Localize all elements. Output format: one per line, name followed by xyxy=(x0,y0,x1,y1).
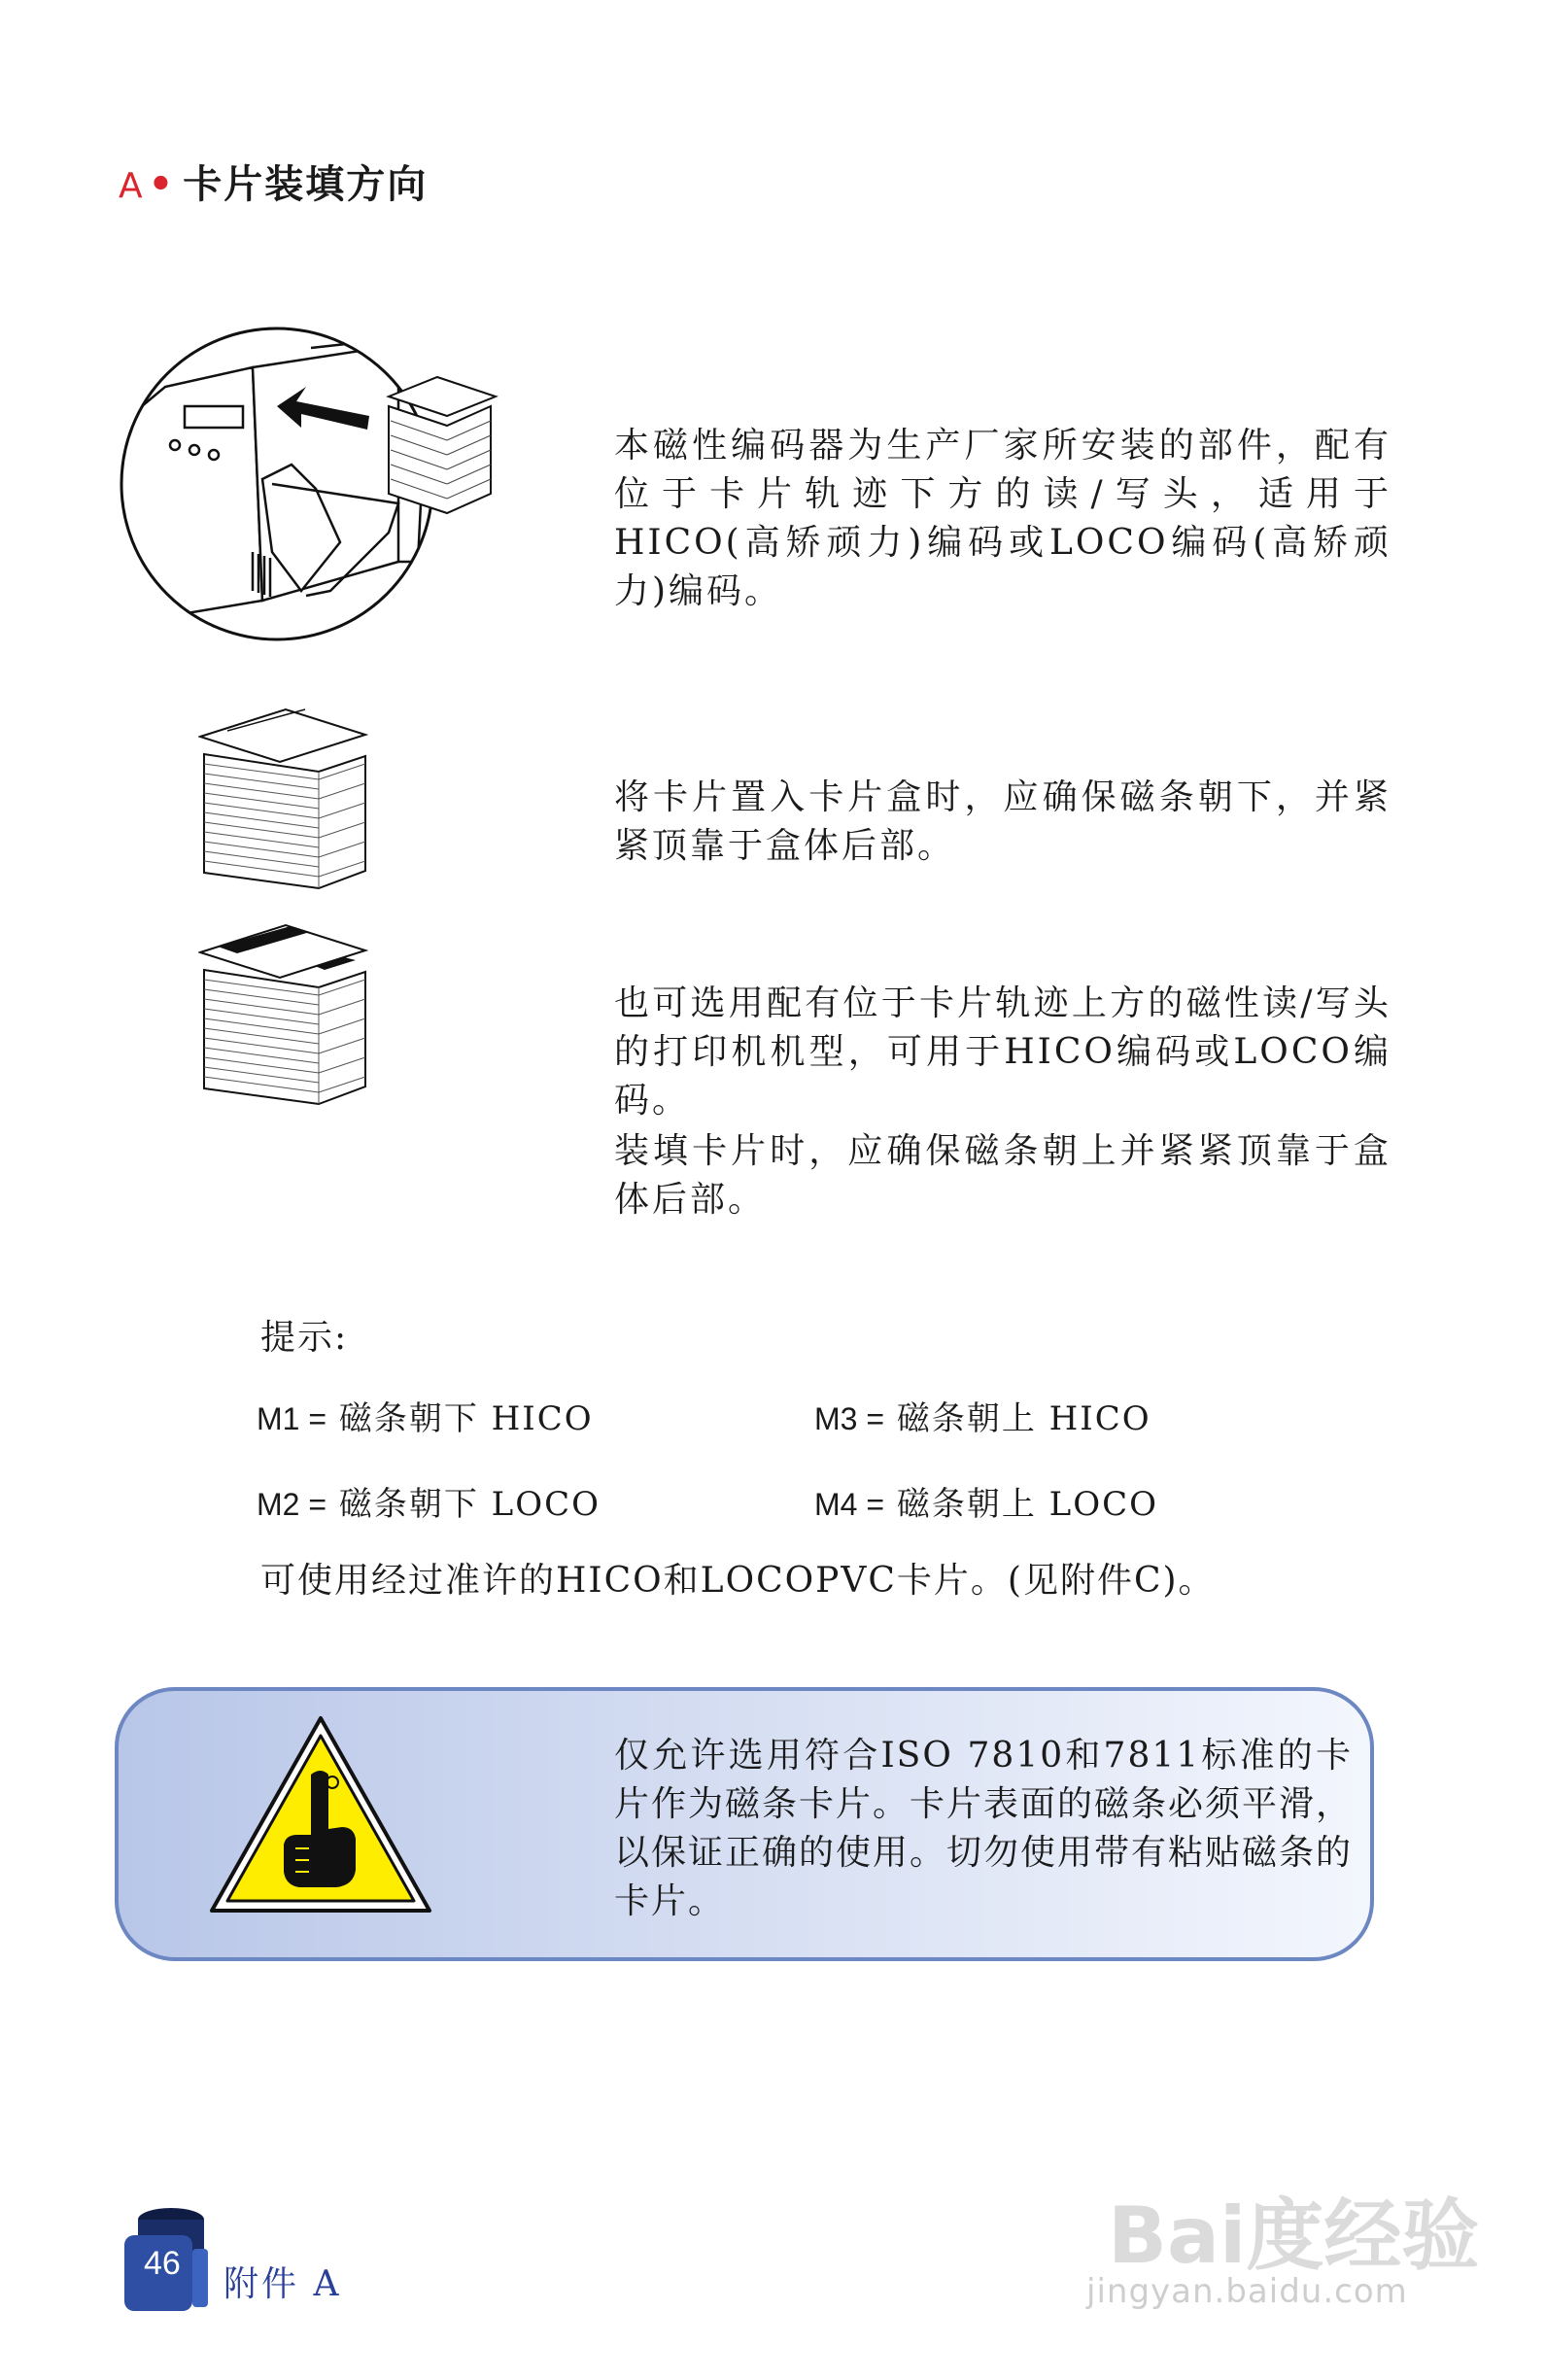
code-m3 xyxy=(814,1392,1151,1439)
baidu-watermark-logo: Bai度经验 xyxy=(1108,2190,1480,2281)
watermark-url: jingyan.baidu.com xyxy=(1086,2272,1408,2311)
code-value: 磁条朝下 HICO xyxy=(338,1399,594,1438)
encoder-description: 本磁性编码器为生产厂家所安装的部件，配有位于卡片轨迹下方的读/写头，适用于HICO(高矫顽力)编码或LOCO编码(高矫顽力)编码。 xyxy=(614,426,1391,611)
warning-text: 仅允许选用符合ISO 7810和7811标准的卡片作为磁条卡片。卡片表面的磁条必须平滑，以保证正确的使用。切勿使用带有粘贴磁条的卡片。 xyxy=(614,1736,1354,1921)
stripe-up-instruction: 装填卡片时，应确保磁条朝上并紧紧顶靠于盒体后部。 xyxy=(614,1131,1391,1220)
approved-cards-note: 可使用经过准许的HICO和LOCOPVC卡片。(见附件C)。 xyxy=(260,1561,1216,1601)
pointing-hand-warning-icon xyxy=(208,1714,433,1918)
stripe-down-instruction: 将卡片置入卡片盒时，应确保磁条朝下，并紧紧顶靠于盒体后部。 xyxy=(614,777,1391,866)
code-key: M2 = xyxy=(257,1487,327,1522)
section-letter: A xyxy=(119,166,145,206)
code-key: M3 = xyxy=(814,1401,885,1436)
code-m1 xyxy=(257,1392,594,1439)
code-value: 磁条朝上 LOCO xyxy=(896,1485,1158,1524)
page-number: 46 xyxy=(144,2245,181,2282)
printer-card-loading-illustration xyxy=(107,309,515,659)
card-stack-stripe-up-illustration xyxy=(198,923,383,1108)
code-key: M4 = xyxy=(814,1487,885,1522)
section-heading xyxy=(119,154,428,209)
code-m4 xyxy=(814,1477,1158,1525)
appendix-label: 附件 A xyxy=(223,2264,342,2304)
code-key: M1 = xyxy=(257,1401,327,1436)
stripe-up-option-text: 也可选用配有位于卡片轨迹上方的磁性读/写头的打印机机型，可用于HICO编码或LOCO编码。 xyxy=(614,983,1391,1121)
code-value: 磁条朝上 HICO xyxy=(896,1399,1151,1438)
section-title: 卡片装填方向 xyxy=(183,162,429,207)
code-m2 xyxy=(257,1477,601,1525)
section-bullet: • xyxy=(148,162,176,207)
card-stack-stripe-down-illustration xyxy=(198,707,383,892)
tips-label: 提示: xyxy=(260,1318,349,1358)
code-value: 磁条朝下 LOCO xyxy=(338,1485,601,1524)
